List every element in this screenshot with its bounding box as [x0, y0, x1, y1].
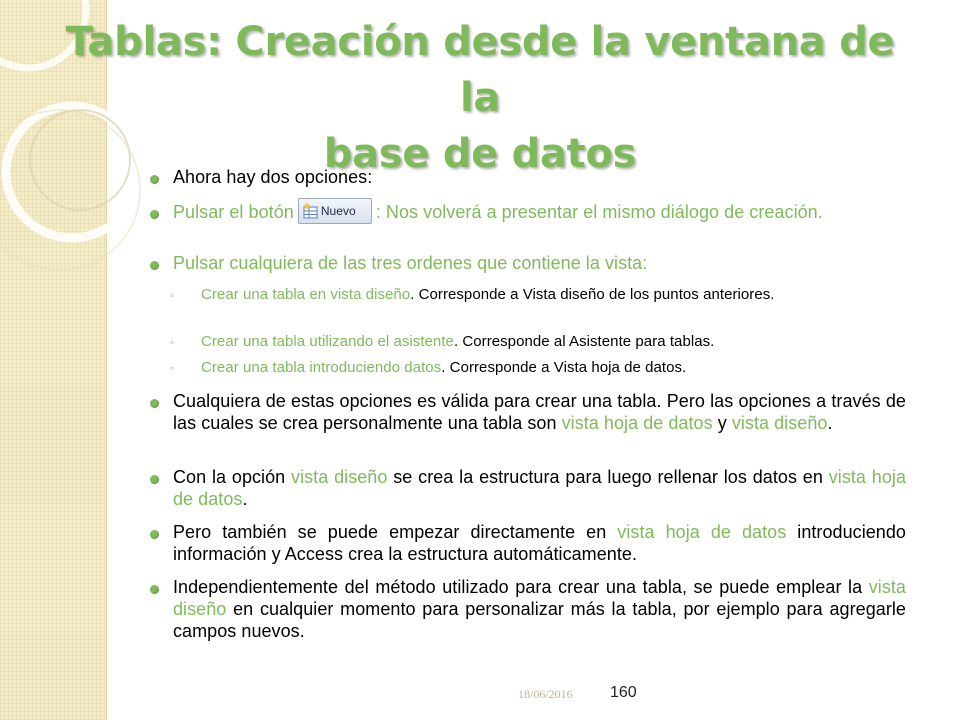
bullet-text: Independientemente del método utilizado para crear una tabla, se puede emplear la vista diseño en cualquier momento para personalizar más la tabla, por ejemplo para agregarle campos nuevos. — [173, 577, 906, 641]
new-table-icon — [303, 203, 319, 219]
slide-title — [60, 14, 900, 182]
sub-bullet-marker: ◦ — [170, 361, 175, 375]
sub-bullet-text: Crear una tabla en vista diseño. Corresponde a Vista diseño de los puntos anteriores. — [201, 286, 775, 303]
bullet-dot — [150, 175, 159, 184]
bullet-dot — [150, 210, 159, 219]
sub-bullet-marker: ◦ — [170, 335, 175, 349]
footer-date: 18/06/2016 — [518, 687, 573, 701]
bullet-dot — [150, 261, 159, 270]
bullet-text: Cualquiera de estas opciones es válida para crear una tabla. Pero las opciones a través de las cuales se crea personalmente una tabla son vista hoja de datos y vista diseño. — [173, 391, 906, 433]
sub-bullet-marker: ◦ — [170, 288, 175, 302]
bullet-text: Con la opción vista diseño se crea la estructura para luego rellenar los datos en vista hoja de datos. — [173, 467, 907, 509]
bullet-dot — [150, 585, 159, 594]
bullet-dot — [150, 475, 159, 484]
bullet-dot — [150, 399, 159, 408]
sub-bullet-text: Crear una tabla introduciendo datos. Corresponde a Vista hoja de datos. — [201, 359, 687, 376]
title-line-1: Tablas: Creación desde la ventana de la — [65, 19, 895, 121]
nuevo-button[interactable]: Nuevo — [298, 198, 372, 224]
title-line-2: base de datos — [323, 131, 637, 177]
bullet-text: Pulsar el botón Nuevo : Nos volverá a presentar el mismo diálogo de creación. — [173, 201, 906, 224]
page-number: 160 — [610, 684, 637, 701]
bullet-dot — [150, 530, 159, 539]
bullet-text: Ahora hay dos opciones: — [173, 167, 373, 187]
sub-bullet-text: Crear una tabla utilizando el asistente. Corresponde al Asistente para tablas. — [201, 333, 715, 350]
bullet-text: Pulsar cualquiera de las tres ordenes que contiene la vista: — [173, 253, 648, 273]
bullet-text: Pero también se puede empezar directamente en vista hoja de datos introduciendo información y Access crea la estructura automáticamente. — [173, 522, 906, 564]
